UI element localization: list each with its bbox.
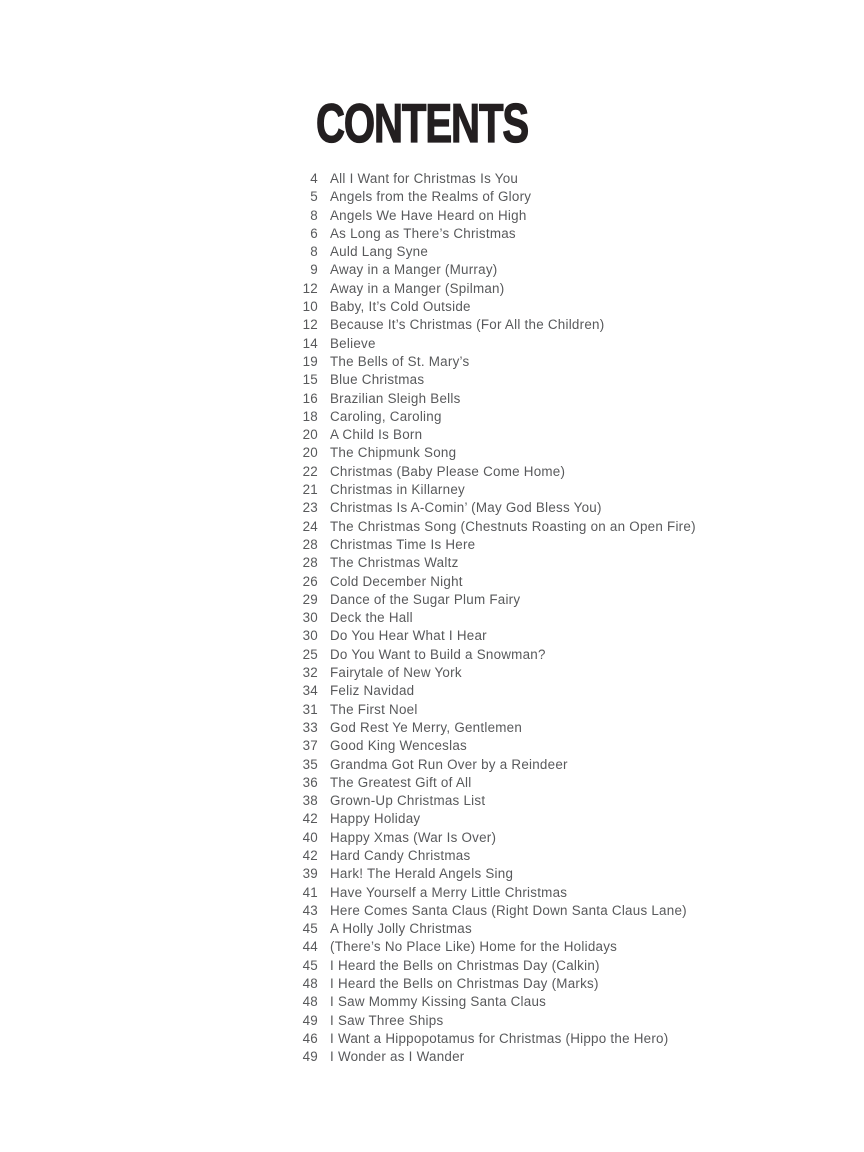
toc-entry xyxy=(292,481,696,499)
toc-entry-title: The Bells of St. Mary’s xyxy=(330,353,470,369)
toc-entry xyxy=(292,261,696,279)
toc-entry xyxy=(292,957,696,975)
contents-list xyxy=(292,170,696,1067)
toc-entry-page-number: 20 xyxy=(302,427,318,443)
toc-entry xyxy=(292,920,696,938)
toc-entry-title: Away in a Manger (Spilman) xyxy=(330,280,505,296)
toc-entry-title: All I Want for Christmas Is You xyxy=(330,171,519,186)
toc-entry-page-number: 31 xyxy=(302,701,318,717)
toc-entry-page-number: 34 xyxy=(302,683,318,699)
toc-entry xyxy=(292,298,696,316)
toc-entry-title: Fairytale of New York xyxy=(330,665,462,681)
toc-entry-page-number: 8 xyxy=(310,244,318,260)
toc-entry xyxy=(292,993,696,1011)
toc-entry-title: Angels We Have Heard on High xyxy=(330,207,527,223)
toc-entry-page-number: 40 xyxy=(302,829,318,845)
toc-entry-page-number: 30 xyxy=(302,610,318,626)
toc-entry xyxy=(292,1030,696,1048)
toc-entry xyxy=(292,664,696,682)
toc-entry xyxy=(292,1012,696,1030)
toc-entry xyxy=(292,627,696,645)
toc-entry-title: A Holly Jolly Christmas xyxy=(330,921,472,937)
toc-entry-page-number: 33 xyxy=(302,719,318,735)
toc-entry xyxy=(292,536,696,554)
toc-entry-title: The Christmas Waltz xyxy=(330,555,459,571)
toc-entry xyxy=(292,225,696,243)
toc-entry-page-number: 41 xyxy=(302,884,318,900)
toc-entry xyxy=(292,426,696,444)
toc-entry-page-number: 8 xyxy=(310,207,318,223)
toc-entry-page-number: 10 xyxy=(302,299,318,315)
toc-entry-page-number: 32 xyxy=(302,665,318,681)
page-title: CONTENTS xyxy=(316,92,529,154)
toc-entry-page-number: 45 xyxy=(302,921,318,937)
toc-entry-page-number: 22 xyxy=(302,463,318,479)
toc-entry xyxy=(292,243,696,261)
toc-entry-page-number: 49 xyxy=(302,1049,318,1065)
toc-entry xyxy=(292,280,696,298)
toc-entry-page-number: 29 xyxy=(302,591,318,607)
toc-entry-title: Christmas (Baby Please Come Home) xyxy=(330,463,566,479)
toc-entry-title: Christmas Time Is Here xyxy=(330,536,476,552)
toc-entry-title: Brazilian Sleigh Bells xyxy=(330,390,461,406)
toc-entry-page-number: 16 xyxy=(302,390,318,406)
toc-entry-title: Hark! The Herald Angels Sing xyxy=(330,866,514,882)
toc-entry-title: I Wonder as I Wander xyxy=(330,1049,465,1065)
toc-entry xyxy=(292,353,696,371)
toc-entry-title: Caroling, Caroling xyxy=(330,408,442,424)
toc-entry-title: Auld Lang Syne xyxy=(330,244,429,260)
toc-entry-title: Angels from the Realms of Glory xyxy=(330,189,532,205)
toc-entry-title: Grown-Up Christmas List xyxy=(330,793,486,809)
toc-entry-page-number: 25 xyxy=(302,646,318,662)
toc-entry xyxy=(292,719,696,737)
toc-entry-title: I Heard the Bells on Christmas Day (Marks) xyxy=(330,976,599,992)
toc-entry xyxy=(292,756,696,774)
toc-entry xyxy=(292,774,696,792)
toc-entry xyxy=(292,682,696,700)
toc-entry-title: The First Noel xyxy=(330,701,418,717)
toc-entry xyxy=(292,1048,696,1066)
toc-entry-title: Because It’s Christmas (For All the Children) xyxy=(330,317,605,333)
toc-entry-title: (There’s No Place Like) Home for the Holidays xyxy=(330,939,618,955)
toc-entry xyxy=(292,390,696,408)
toc-entry-page-number: 9 xyxy=(310,262,318,278)
toc-entry-page-number: 28 xyxy=(302,555,318,571)
toc-entry-title: Dance of the Sugar Plum Fairy xyxy=(330,591,521,607)
toc-entry-page-number: 48 xyxy=(302,976,318,992)
toc-entry-title: Grandma Got Run Over by a Reindeer xyxy=(330,756,568,772)
toc-entry xyxy=(292,792,696,810)
toc-entry-title: Happy Xmas (War Is Over) xyxy=(330,829,497,845)
toc-entry-page-number: 45 xyxy=(302,957,318,973)
toc-entry-page-number: 20 xyxy=(302,445,318,461)
toc-entry-title: I Heard the Bells on Christmas Day (Calkin) xyxy=(330,957,600,973)
toc-entry-page-number: 19 xyxy=(302,353,318,369)
toc-entry-page-number: 12 xyxy=(302,317,318,333)
toc-entry-page-number: 12 xyxy=(302,280,318,296)
toc-entry xyxy=(292,335,696,353)
toc-entry xyxy=(292,902,696,920)
toc-entry xyxy=(292,499,696,517)
toc-entry-title: I Saw Mommy Kissing Santa Claus xyxy=(330,994,547,1010)
toc-entry-page-number: 21 xyxy=(302,482,318,498)
toc-entry-title: I Want a Hippopotamus for Christmas (Hippo the Hero) xyxy=(330,1030,669,1046)
toc-entry-title: Blue Christmas xyxy=(330,372,425,388)
toc-entry xyxy=(292,554,696,572)
toc-entry xyxy=(292,884,696,902)
toc-entry xyxy=(292,737,696,755)
toc-entry-page-number: 49 xyxy=(302,1012,318,1028)
toc-entry xyxy=(292,847,696,865)
toc-entry-title: The Chipmunk Song xyxy=(330,445,457,461)
toc-entry-page-number: 44 xyxy=(302,939,318,955)
toc-entry-page-number: 42 xyxy=(302,847,318,863)
toc-entry-title: Hard Candy Christmas xyxy=(330,847,471,863)
toc-entry xyxy=(292,975,696,993)
toc-entry-page-number: 36 xyxy=(302,774,318,790)
toc-entry xyxy=(292,188,696,206)
toc-entry-title: Do You Want to Build a Snowman? xyxy=(330,646,546,662)
toc-entry xyxy=(292,591,696,609)
toc-entry xyxy=(292,573,696,591)
toc-entry-title: Here Comes Santa Claus (Right Down Santa Claus Lane) xyxy=(330,902,687,918)
toc-entry xyxy=(292,408,696,426)
toc-entry xyxy=(292,938,696,956)
toc-entry-page-number: 23 xyxy=(302,500,318,516)
toc-entry-page-number: 35 xyxy=(302,756,318,772)
toc-entry-title: Good King Wenceslas xyxy=(330,738,467,754)
toc-entry-title: Happy Holiday xyxy=(330,811,421,827)
toc-entry-title: Baby, It’s Cold Outside xyxy=(330,299,471,315)
toc-entry xyxy=(292,609,696,627)
toc-entry-page-number: 48 xyxy=(302,994,318,1010)
toc-entry-page-number: 14 xyxy=(302,335,318,351)
toc-entry-title: The Greatest Gift of All xyxy=(330,774,472,790)
toc-entry xyxy=(292,463,696,481)
toc-entry-page-number: 28 xyxy=(302,536,318,552)
toc-entry-title: Feliz Navidad xyxy=(330,683,415,699)
toc-entry-title: A Child Is Born xyxy=(330,427,423,443)
toc-entry-title: Christmas Is A-Comin’ (May God Bless You) xyxy=(330,500,602,516)
toc-entry-title: God Rest Ye Merry, Gentlemen xyxy=(330,719,523,735)
toc-entry xyxy=(292,810,696,828)
toc-entry-page-number: 46 xyxy=(302,1030,318,1046)
toc-entry-title: Away in a Manger (Murray) xyxy=(330,262,498,278)
toc-entry xyxy=(292,207,696,225)
toc-entry-title: As Long as There’s Christmas xyxy=(330,225,516,241)
toc-entry-page-number: 15 xyxy=(302,372,318,388)
toc-entry-page-number: 18 xyxy=(302,408,318,424)
toc-entry-title: Have Yourself a Merry Little Christmas xyxy=(330,884,568,900)
toc-entry-title: The Christmas Song (Chestnuts Roasting on an Open Fire) xyxy=(330,518,696,534)
toc-entry-page-number: 4 xyxy=(310,171,318,186)
toc-entry-title: Cold December Night xyxy=(330,573,463,589)
toc-entry-page-number: 38 xyxy=(302,793,318,809)
toc-entry xyxy=(292,865,696,883)
toc-entry-title: Believe xyxy=(330,335,376,351)
toc-entry-page-number: 37 xyxy=(302,738,318,754)
toc-entry-title: Deck the Hall xyxy=(330,610,413,626)
toc-entry-page-number: 24 xyxy=(302,518,318,534)
toc-entry-title: Do You Hear What I Hear xyxy=(330,628,487,644)
toc-entry xyxy=(292,444,696,462)
toc-entry xyxy=(292,316,696,334)
toc-entry-page-number: 39 xyxy=(302,866,318,882)
toc-entry xyxy=(292,646,696,664)
toc-entry xyxy=(292,170,696,188)
toc-entry xyxy=(292,371,696,389)
toc-entry-page-number: 26 xyxy=(302,573,318,589)
toc-entry-page-number: 42 xyxy=(302,811,318,827)
toc-entry-page-number: 43 xyxy=(302,902,318,918)
toc-entry-title: Christmas in Killarney xyxy=(330,482,465,498)
toc-entry xyxy=(292,701,696,719)
toc-entry-page-number: 6 xyxy=(310,225,318,241)
toc-entry xyxy=(292,829,696,847)
toc-entry-title: I Saw Three Ships xyxy=(330,1012,444,1028)
toc-entry-page-number: 5 xyxy=(310,189,318,205)
toc-entry-page-number: 30 xyxy=(302,628,318,644)
toc-entry xyxy=(292,518,696,536)
